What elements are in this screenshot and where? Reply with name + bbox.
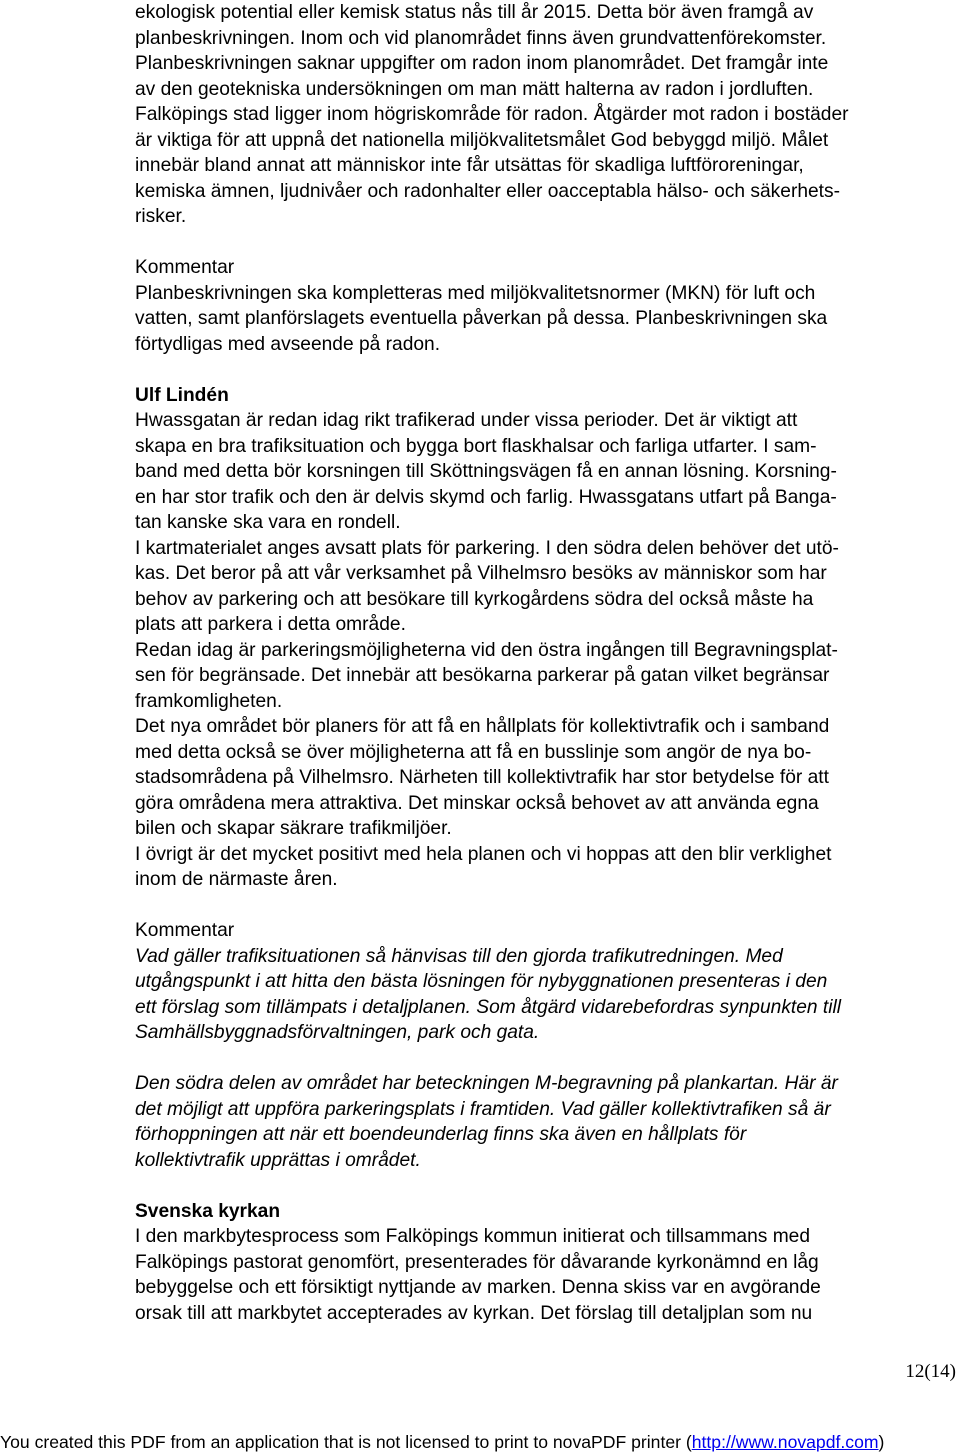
text-line: innebär bland annat att människor inte får utsättas för skadliga luftföroreningar, xyxy=(135,155,804,176)
section-heading: Svenska kyrkan xyxy=(135,1200,281,1222)
text-line: en har stor trafik och den är delvis skymd och farlig. Hwassgatans utfart på Banga- xyxy=(135,486,837,508)
text-line: kas. Det beror på att vår verksamhet på Vilhelmsro besöks av människor som har xyxy=(135,563,827,584)
text-line: Falköpings stad ligger inom högriskområde för radon. Åtgärder mot radon i bostäder xyxy=(135,104,849,125)
section-svenska-kyrkan xyxy=(135,1199,935,1327)
text-line: bilen och skapar säkrare trafikmiljöer. xyxy=(135,818,452,839)
text-line: plats att parkera i detta område. xyxy=(135,614,406,635)
text-line: av den geotekniska undersökningen om man mätt halterna av radon i jordluften. xyxy=(135,78,814,100)
paragraph-gap xyxy=(135,357,935,383)
text-line: utgångspunkt i att hitta den bästa lösningen för nybyggnationen presenteras i den xyxy=(135,971,828,992)
text-line: kollektivtrafik upprättas i området. xyxy=(135,1149,421,1171)
text-line: är viktiga för att uppnå det nationella miljökvalitetsmålet God bebyggd miljö. Målet xyxy=(135,129,829,151)
paragraph-gap xyxy=(135,1173,935,1199)
text-line: I övrigt är det mycket positivt med hela planen och vi hoppas att den blir verklighet xyxy=(135,843,832,865)
text-line: band med detta bör korsningen till Sköttningsvägen få en annan lösning. Korsning- xyxy=(135,461,837,482)
text-line: kemiska ämnen, ljudnivåer och radonhalter eller oacceptabla hälso- och säkerhets- xyxy=(135,180,840,202)
text-line: Redan idag är parkeringsmöjligheterna vid den östra ingången till Begravningsplat- xyxy=(135,639,838,661)
text-line: förhoppningen att när ett boendeunderlag finns ska även en hållplats för xyxy=(135,1124,747,1145)
text-line: det möjligt att uppföra parkeringsplats i framtiden. Vad gäller kollektivtrafiken så är xyxy=(135,1098,831,1120)
section-heading: Ulf Lindén xyxy=(135,384,229,406)
kommentar-radon xyxy=(135,255,935,357)
text-line: I den markbytesprocess som Falköpings kommun initierat och tillsammans med xyxy=(135,1226,811,1247)
paragraph-gap xyxy=(135,893,935,919)
text-line: Den södra delen av området har beteckningen M-begravning på plankartan. Här är xyxy=(135,1073,838,1094)
text-line: ett förslag som tillämpats i detaljplanen. Som åtgärd vidarebefordras synpunkten till xyxy=(135,996,842,1018)
text-line: risker. xyxy=(135,206,187,227)
text-line: Hwassgatan är redan idag rikt trafikerad under vissa perioder. Det är viktigt att xyxy=(135,410,798,431)
footer-close-paren: ) xyxy=(878,1432,885,1452)
document-page xyxy=(135,0,935,1326)
text-line: ekologisk potential eller kemisk status nås till år 2015. Detta bör även framgå av xyxy=(135,2,814,23)
paragraph-gap xyxy=(135,230,935,256)
text-line: tan kanske ska vara en rondell. xyxy=(135,512,401,533)
text-line: Planbeskrivningen ska kompletteras med miljökvalitetsnormer (MKN) för luft och xyxy=(135,282,816,304)
text-line: Det nya området bör planers för att få en hållplats för kollektivtrafik och i samband xyxy=(135,716,830,737)
text-line: behov av parkering och att besökare till kyrkogårdens södra del också måste ha xyxy=(135,588,814,610)
text-line: stadsområdena på Vilhelmsro. Närheten till kollektivtrafik har stor betydelse för att xyxy=(135,767,829,788)
text-line: Falköpings pastorat genomfört, presenterades för dåvarande kyrkonämnd en låg xyxy=(135,1251,819,1273)
text-line: planbeskrivningen. Inom och vid planområdet finns även grundvattenförekomster. xyxy=(135,27,827,49)
section-ulf-linden xyxy=(135,383,935,893)
footer-text: You created this PDF from an application that is not licensed to print to novaPDF printer ( xyxy=(0,1432,692,1452)
paragraph-gap xyxy=(135,1046,935,1072)
text-line: göra områdena mera attraktiva. Det minskar också behovet av att använda egna xyxy=(135,792,819,814)
page-number: 12(14) xyxy=(905,1361,956,1382)
text-line: skapa en bra trafiksituation och bygga bort flaskhalsar och farliga utfarter. I sam- xyxy=(135,435,817,457)
license-footer xyxy=(0,1430,960,1454)
text-line: orsak till att markbytet accepterades av kyrkan. Det förslag till detaljplan som nu xyxy=(135,1302,813,1324)
text-line: förtydligas med avseende på radon. xyxy=(135,333,441,355)
novapdf-link[interactable]: http://www.novapdf.com xyxy=(691,1432,879,1452)
text-line: sen för begränsade. Det innebär att besökarna parkerar på gatan vilket begränsar xyxy=(135,665,830,686)
text-line: vatten, samt planförslagets eventuella påverkan på dessa. Planbeskrivningen ska xyxy=(135,308,828,329)
kommentar-trafik xyxy=(135,918,935,1173)
text-line: Planbeskrivningen saknar uppgifter om radon inom planområdet. Det framgår inte xyxy=(135,53,829,74)
text-line: med detta också se över möjligheterna att få en busslinje som angör de nya bo- xyxy=(135,741,812,763)
text-line: Vad gäller trafiksituationen så hänvisas till den gjorda trafikutredningen. Med xyxy=(135,945,783,967)
paragraph-mkn-radon xyxy=(135,0,935,230)
text-line: bebyggelse och ett försiktigt nyttjande av marken. Denna skiss var en avgörande xyxy=(135,1277,821,1298)
text-line: Samhällsbyggnadsförvaltningen, park och gata. xyxy=(135,1022,540,1043)
text-line: framkomligheten. xyxy=(135,690,283,712)
kommentar-heading: Kommentar xyxy=(135,920,235,941)
text-line: I kartmaterialet anges avsatt plats för parkering. I den södra delen behöver det utö- xyxy=(135,537,839,559)
kommentar-heading: Kommentar xyxy=(135,257,235,278)
text-line: inom de närmaste åren. xyxy=(135,869,338,890)
